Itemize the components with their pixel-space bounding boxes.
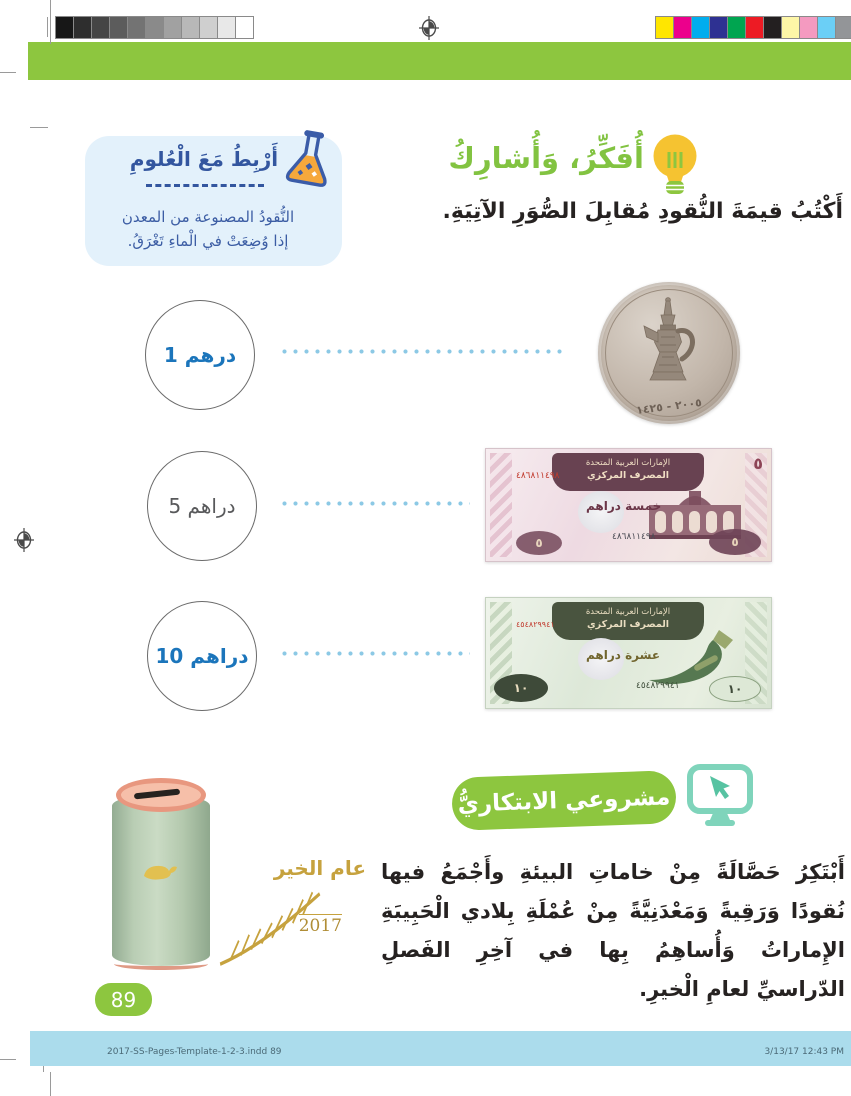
flask-icon	[276, 121, 344, 194]
note-value-oval: ١٠	[494, 674, 548, 702]
note-denomination: عشرة دراهم	[586, 648, 661, 662]
color-calibration-bar	[655, 16, 851, 39]
color-swatch	[818, 17, 836, 38]
color-swatch	[764, 17, 782, 38]
crop-mark	[0, 1059, 16, 1060]
top-green-bar	[28, 42, 851, 80]
grayscale-swatch	[56, 17, 74, 38]
grayscale-swatch	[92, 17, 110, 38]
color-swatch	[746, 17, 764, 38]
whale-icon	[140, 860, 182, 886]
grayscale-swatch	[146, 17, 164, 38]
crop-mark	[47, 17, 48, 37]
year-of-giving-logo	[250, 852, 370, 972]
dallah-coffee-pot-icon	[632, 296, 704, 392]
grayscale-swatch	[236, 17, 253, 38]
computer-monitor-icon	[686, 763, 754, 829]
color-swatch	[656, 17, 674, 38]
note-serial-number: ٤٥٤٨٢٩٩٤١	[636, 681, 680, 691]
coin-date: ٢٠٠٥ - ١٤٢٥	[635, 396, 703, 417]
grayscale-swatch	[200, 17, 218, 38]
crop-mark	[50, 0, 51, 44]
note-denomination: خمسة دراهم	[586, 499, 662, 513]
note-value-oval: ١٠	[709, 676, 761, 702]
footer-timestamp: 3/13/17 12:43 PM	[764, 1047, 844, 1057]
note-value-oval: ٥	[516, 531, 562, 555]
dotted-connector	[282, 651, 470, 656]
dotted-connector	[282, 501, 470, 506]
color-swatch	[836, 17, 851, 38]
note-bank: المصرف المركزي	[586, 470, 670, 481]
registration-target-icon	[419, 16, 439, 40]
color-swatch	[692, 17, 710, 38]
note-serial-number: ٤٨٦٨١١٤٩٨	[612, 532, 656, 542]
answer-circle-3	[147, 601, 257, 711]
science-link-title: أَرْبِطُ مَعَ الْعُلومِ	[129, 147, 279, 171]
money-box-bottom-rim	[114, 958, 208, 970]
registration-target-icon	[14, 528, 34, 552]
grayscale-swatch	[182, 17, 200, 38]
note-serial-number: ٤٨٦٨١١٤٩٨	[516, 471, 560, 481]
year-of-giving-year: 2017	[298, 916, 342, 936]
money-box-image	[112, 778, 210, 970]
footer-filename: 2017-SS-Pages-Template-1-2-3.indd 89	[107, 1047, 282, 1057]
exercise-instruction: أَكْتُبُ قيمَةَ النُّقودِ مُقابِلَ الصُّوَرِ الآتِيَةِ.	[442, 199, 843, 224]
color-swatch	[710, 17, 728, 38]
crop-mark	[30, 127, 48, 128]
coin-1-dirham-image	[598, 282, 740, 424]
note-serial-number: ٤٥٤٨٢٩٩٤١	[516, 620, 555, 629]
grayscale-swatch	[128, 17, 146, 38]
lightbulb-icon	[648, 131, 702, 199]
color-swatch	[728, 17, 746, 38]
section-title-think-share: أُفَكِّرُ، وَأُشارِكُ	[448, 141, 644, 175]
science-link-line2: إذا وُضِعَتْ في الْماءِ تَغْرَقُ.	[127, 232, 289, 250]
answer-circle-2	[147, 451, 257, 561]
note-country: الإمارات العربية المتحدة	[585, 607, 671, 617]
note-corner-numeral: ٥	[753, 454, 763, 473]
answer-circle-1	[145, 300, 255, 410]
dotted-connector	[282, 349, 568, 354]
note-value-oval: ٥	[709, 529, 761, 555]
color-swatch	[782, 17, 800, 38]
note-country: الإمارات العربية المتحدة	[585, 458, 671, 468]
note-bank: المصرف المركزي	[586, 619, 670, 630]
note-ornament-strip	[490, 453, 512, 557]
page-number-badge: 89	[95, 983, 152, 1016]
grayscale-swatch	[74, 17, 92, 38]
grayscale-swatch	[218, 17, 236, 38]
banknote-10-dirham-image	[485, 597, 772, 709]
color-swatch	[800, 17, 818, 38]
crop-mark	[50, 1072, 51, 1096]
answer-text-5-dirhams: 5 دراهم	[168, 494, 236, 518]
dashed-underline	[146, 184, 264, 187]
grayscale-swatch	[164, 17, 182, 38]
color-swatch	[674, 17, 692, 38]
answer-text-10-dirhams: 10 دراهم	[155, 644, 249, 668]
grayscale-swatch	[110, 17, 128, 38]
crop-mark	[0, 72, 16, 73]
grayscale-calibration-bar	[55, 16, 254, 39]
banknote-5-dirham-image	[485, 448, 772, 562]
year-of-giving-text: عام الخير	[273, 856, 366, 880]
project-description: أَبْتَكِرُ حَصَّالَةً مِنْ خاماتِ البيئةِ وأَجْمَعُ فيها نُقودًا وَرَقِيةً وَمَعْدَنِيَّةً مِنْ عُمْلَةِ بِلادي الْحَبِيبَةِ الإِماراتُ وَأُساهِمُ بِها في آخِرِ الفَصلِ الدّراسيِّ لعامِ الْخيرِ.	[381, 860, 845, 1001]
section-title-innovative-project: مشروعي الابتكاريُّ	[451, 770, 677, 831]
answer-text-1-dirham: 1 درهم	[163, 343, 237, 367]
science-link-body	[95, 205, 321, 253]
science-link-line1: النُّقودُ المصنوعة من المعدن	[121, 208, 295, 226]
